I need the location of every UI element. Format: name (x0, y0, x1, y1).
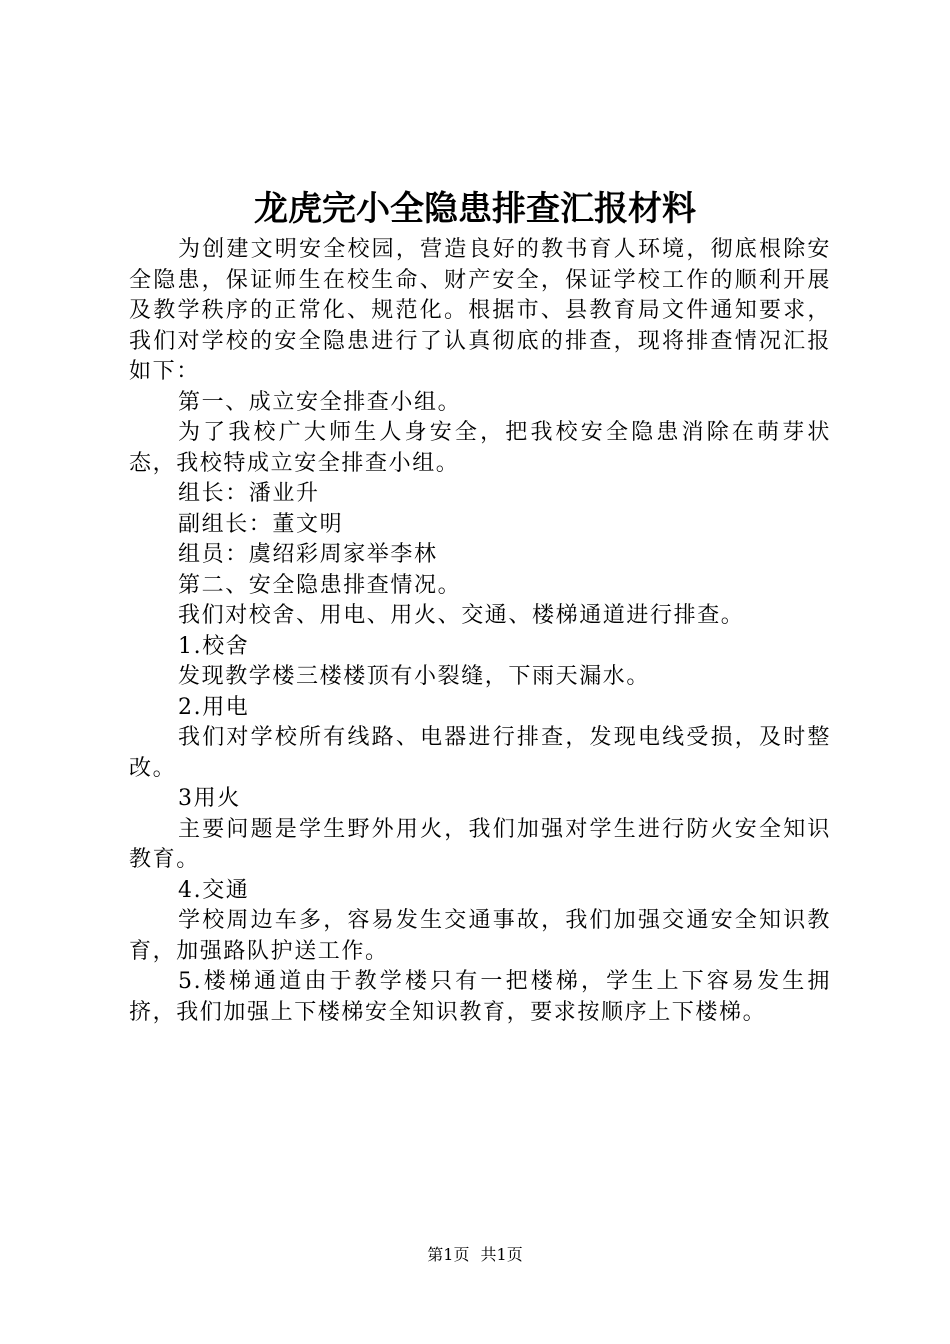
item-text-electricity: 我们对学校所有线路、电器进行排查，发现电线受损，及时整改。 (129, 725, 831, 781)
paragraph-inspection-scope: 我们对校舍、用电、用火、交通、楼梯通道进行排查。 (178, 603, 745, 628)
item-text-stairway: 5.楼梯通道由于教学楼只有一把楼梯，学生上下容易发生拥挤，我们加强上下楼梯安全知识教育，要求按顺序上下楼梯。 (129, 969, 831, 1025)
document-body (129, 235, 831, 1028)
document-title: 龙虎完小全隐患排查汇报材料 (254, 189, 696, 229)
paragraph-team-purpose: 为了我校广大师生人身安全，把我校安全隐患消除在萌芽状态，我校特成立安全排查小组。 (129, 420, 831, 476)
item-heading-electricity: 2.用电 (178, 694, 250, 720)
item-text-traffic: 学校周边车多，容易发生交通事故，我们加强交通安全知识教育，加强路队护送工作。 (129, 908, 831, 964)
item-heading-traffic: 4.交通 (178, 877, 250, 903)
item-text-fire: 主要问题是学生野外用火，我们加强对学生进行防火安全知识教育。 (129, 816, 831, 872)
paragraph-intro: 为创建文明安全校园，营造良好的教书育人环境，彻底根除安全隐患，保证师生在校生命、财产安全，保证学校工作的顺利开展及教学秩序的正常化、规范化。根据市、县教育局文件通知要求，我们对学校的安全隐患进行了认真彻底的排查，现将排查情况汇报如下： (129, 237, 831, 384)
team-deputy-leader: 副组长：董文明 (178, 511, 344, 537)
page-number: 第1页 (427, 1245, 470, 1264)
team-members: 组员：虞绍彩周家举李林 (178, 542, 438, 567)
item-text-buildings: 发现教学楼三楼楼顶有小裂缝，下雨天漏水。 (178, 664, 651, 689)
team-leader: 组长：潘业升 (178, 481, 320, 506)
page-footer (0, 1244, 950, 1266)
section-heading-2: 第二、安全隐患排查情况。 (178, 572, 462, 598)
page-count: 共1页 (480, 1245, 523, 1264)
section-heading-1: 第一、成立安全排查小组。 (178, 389, 462, 415)
item-heading-buildings: 1.校舍 (178, 633, 250, 659)
item-heading-fire: 3用火 (178, 786, 241, 811)
